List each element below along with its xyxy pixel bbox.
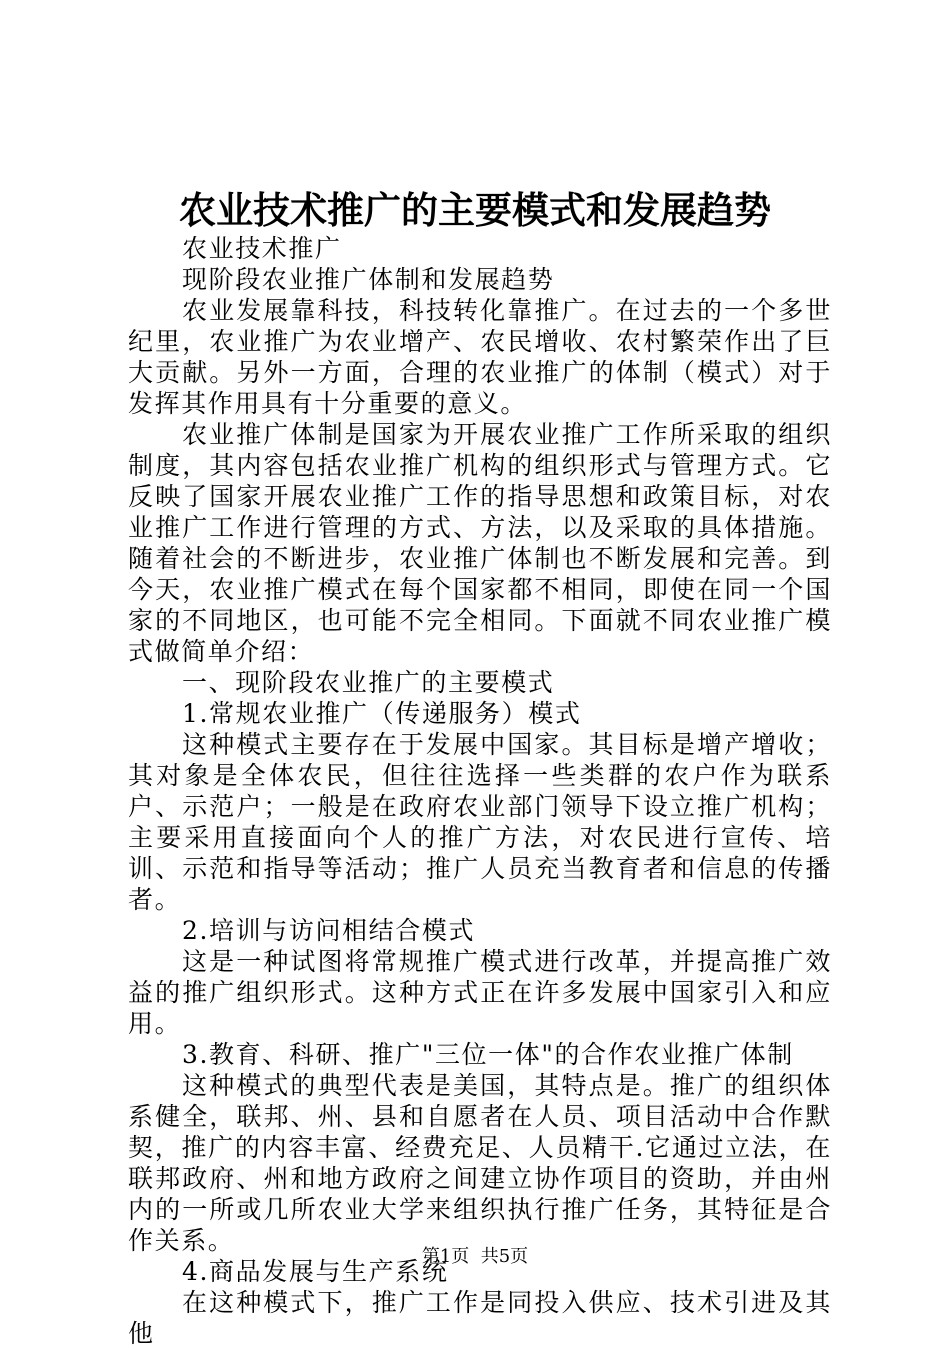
paragraph: 在这种模式下，推广工作是同投入供应、技术引进及其他 [128, 1288, 832, 1348]
paragraph-subtitle-2: 现阶段农业推广体制和发展趋势 [182, 265, 555, 294]
paragraph: 这种模式的典型代表是美国，其特点是。推广的组织体系健全，联邦、州、县和自愿者在人员、项目活动中合作默契，推广的内容丰富、经费充足、人员精干.它通过立法，在联邦政府、州和地方政府之间建立协作项目的资助，并由州内的一所或几所农业大学来组织执行推广任务，其特征是合作关系。 [128, 1071, 832, 1255]
subsection-heading: 2.培训与访问相结合模式 [182, 916, 476, 945]
subsection-heading: 1.常规农业推广（传递服务）模式 [182, 699, 582, 728]
section-heading: 一、现阶段农业推广的主要模式 [182, 668, 555, 697]
page-number: 第1页 共5页 [421, 1246, 529, 1267]
paragraph: 农业发展靠科技，科技转化靠推广。在过去的一个多世纪里，农业推广为农业增产、农民增收、农村繁荣作出了巨大贡献。另外一方面，合理的农业推广的体制（模式）对于发挥其作用具有十分重要的意义。 [128, 296, 832, 418]
subsection-heading: 4.商品发展与生产系统 [182, 1257, 449, 1286]
paragraph: 农业推广体制是国家为开展农业推广工作所采取的组织制度，其内容包括农业推广机构的组织形式与管理方式。它反映了国家开展农业推广工作的指导思想和政策目标，对农业推广工作进行管理的方式、方法，以及采取的具体措施。随着社会的不断进步，农业推广体制也不断发展和完善。到今天，农业推广模式在每个国家都不相同，即使在同一个国家的不同地区，也可能不完全相同。下面就不同农业推广模式做简单介绍： [128, 420, 832, 666]
subsection-heading: 3.教育、科研、推广"三位一体"的合作农业推广体制 [182, 1040, 794, 1069]
paragraph: 这是一种试图将常规推广模式进行改革，并提高推广效益的推广组织形式。这种方式正在许多发展中国家引入和应用。 [128, 947, 832, 1038]
document-title: 农业技术推广的主要模式和发展趋势 [179, 188, 771, 232]
paragraph: 这种模式主要存在于发展中国家。其目标是增产增收；其对象是全体农民，但往往选择一些类群的农户作为联系户、示范户；一般是在政府农业部门领导下设立推广机构；主要采用直接面向个人的推广方法，对农民进行宣传、培训、示范和指导等活动；推广人员充当教育者和信息的传播者。 [128, 730, 832, 914]
paragraph-subtitle: 农业技术推广 [182, 234, 342, 263]
document-body [128, 233, 832, 1349]
page-footer [0, 1245, 950, 1269]
